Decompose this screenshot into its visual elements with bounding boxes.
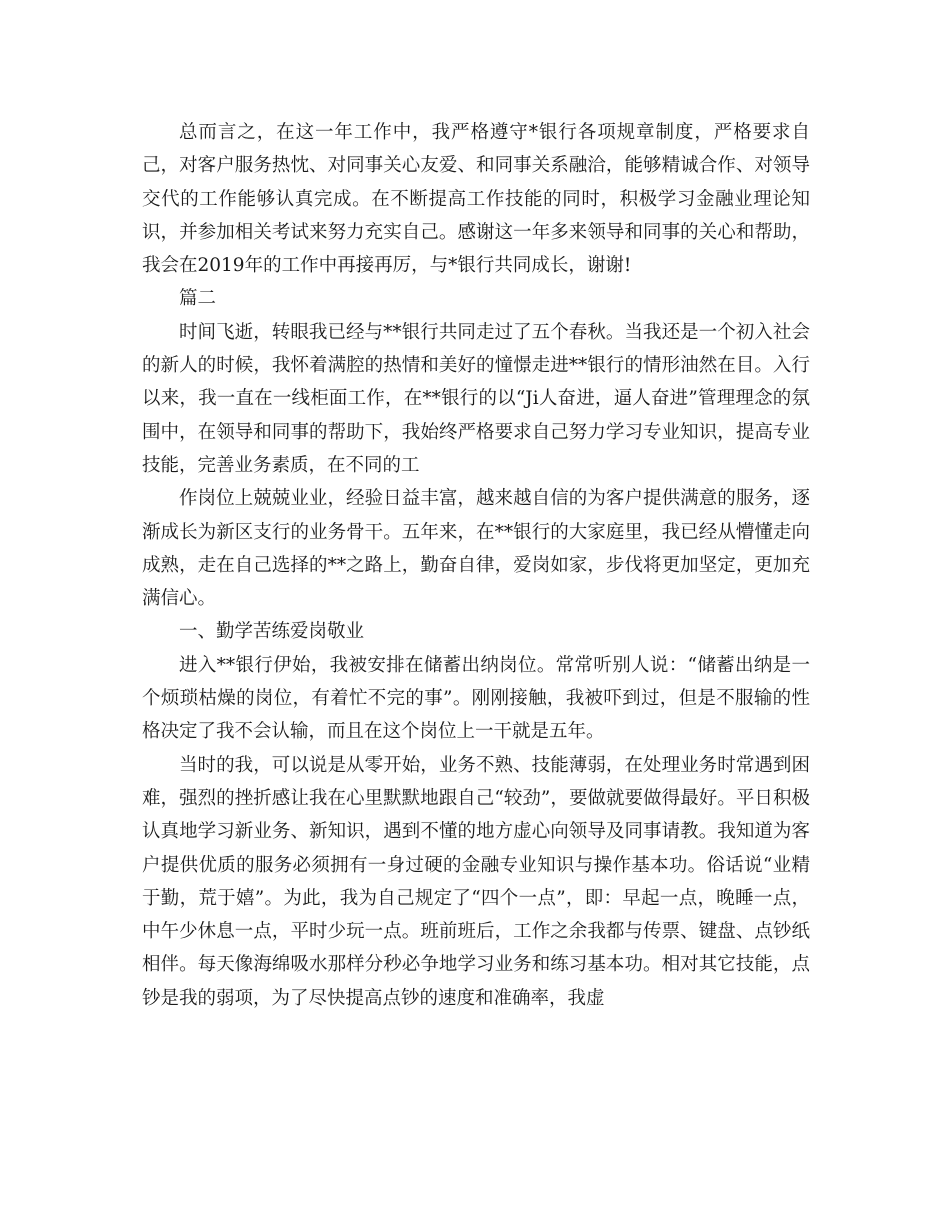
growth-paragraph: 作岗位上兢兢业业，经验日益丰富，越来越自信的为客户提供满意的服务，逐渐成长为新区支行的业务骨干。五年来，在**银行的大家庭里，我已经从懵懂走向成熟，走在自己选择的**之路上，勤奋自律，爱岗如家，步伐将更加坚定，更加充满信心。 <box>142 488 810 610</box>
summary-paragraph: 总而言之，在这一年工作中，我严格遵守*银行各项规章制度，严格要求自己，对客户服务热忱、对同事关心友爱、和同事关系融洽，能够精诚合作、对领导交代的工作能够认真完成。在不断提高工作技能的同时，积极学习金融业理论知识，并参加相关考试来努力充实自己。感谢这一年多来领导和同事的关心和帮助，我会在2019年的工作中再接再厉，与*银行共同成长，谢谢! <box>142 122 810 277</box>
teller-paragraph: 进入**银行伊始，我被安排在储蓄出纳岗位。常常听别人说：“储蓄出纳是一个烦琐枯燥的岗位，有着忙不完的事”。刚刚接触，我被吓到过，但是不服输的性格决定了我不会认输，而且在这个岗位上一干就是五年。 <box>142 654 810 743</box>
intro-paragraph: 时间飞逝，转眼我已经与**银行共同走过了五个春秋。当我还是一个初入社会的新人的时候，我怀着满腔的热情和美好的憧憬走进**银行的情形油然在目。入行以来，我一直在一线柜面工作，在**银行的以“Ji人奋进，逼人奋进”管理理念的氛围中，在领导和同事的帮助下，我始终严格要求自己努力学习专业知识，提高专业技能，完善业务素质，在不同的工 <box>142 321 810 476</box>
document-page <box>142 116 810 1015</box>
section-heading-study: 一、勤学苦练爱岗敬业 <box>179 621 365 643</box>
practice-paragraph: 当时的我，可以说是从零开始，业务不熟、技能薄弱，在处理业务时常遇到困难，强烈的挫折感让我在心里默默地跟自己“较劲”，要做就要做得最好。平日积极认真地学习新业务、新知识，遇到不懂的地方虚心向领导及同事请教。我知道为客户提供优质的服务必须拥有一身过硬的金融专业知识与操作基本功。俗话说“业精于勤，荒于嬉”。为此，我为自己规定了“四个一点”，即：早起一点，晚睡一点，中午少休息一点，平时少玩一点。班前班后，工作之余我都与传票、键盘、点钞纸相伴。每天像海绵吸水那样分秒必争地学习业务和练习基本功。相对其它技能，点钞是我的弱项，为了尽快提高点钞的速度和准确率，我虚 <box>142 754 810 1009</box>
section-heading-part-two: 篇二 <box>179 288 217 310</box>
